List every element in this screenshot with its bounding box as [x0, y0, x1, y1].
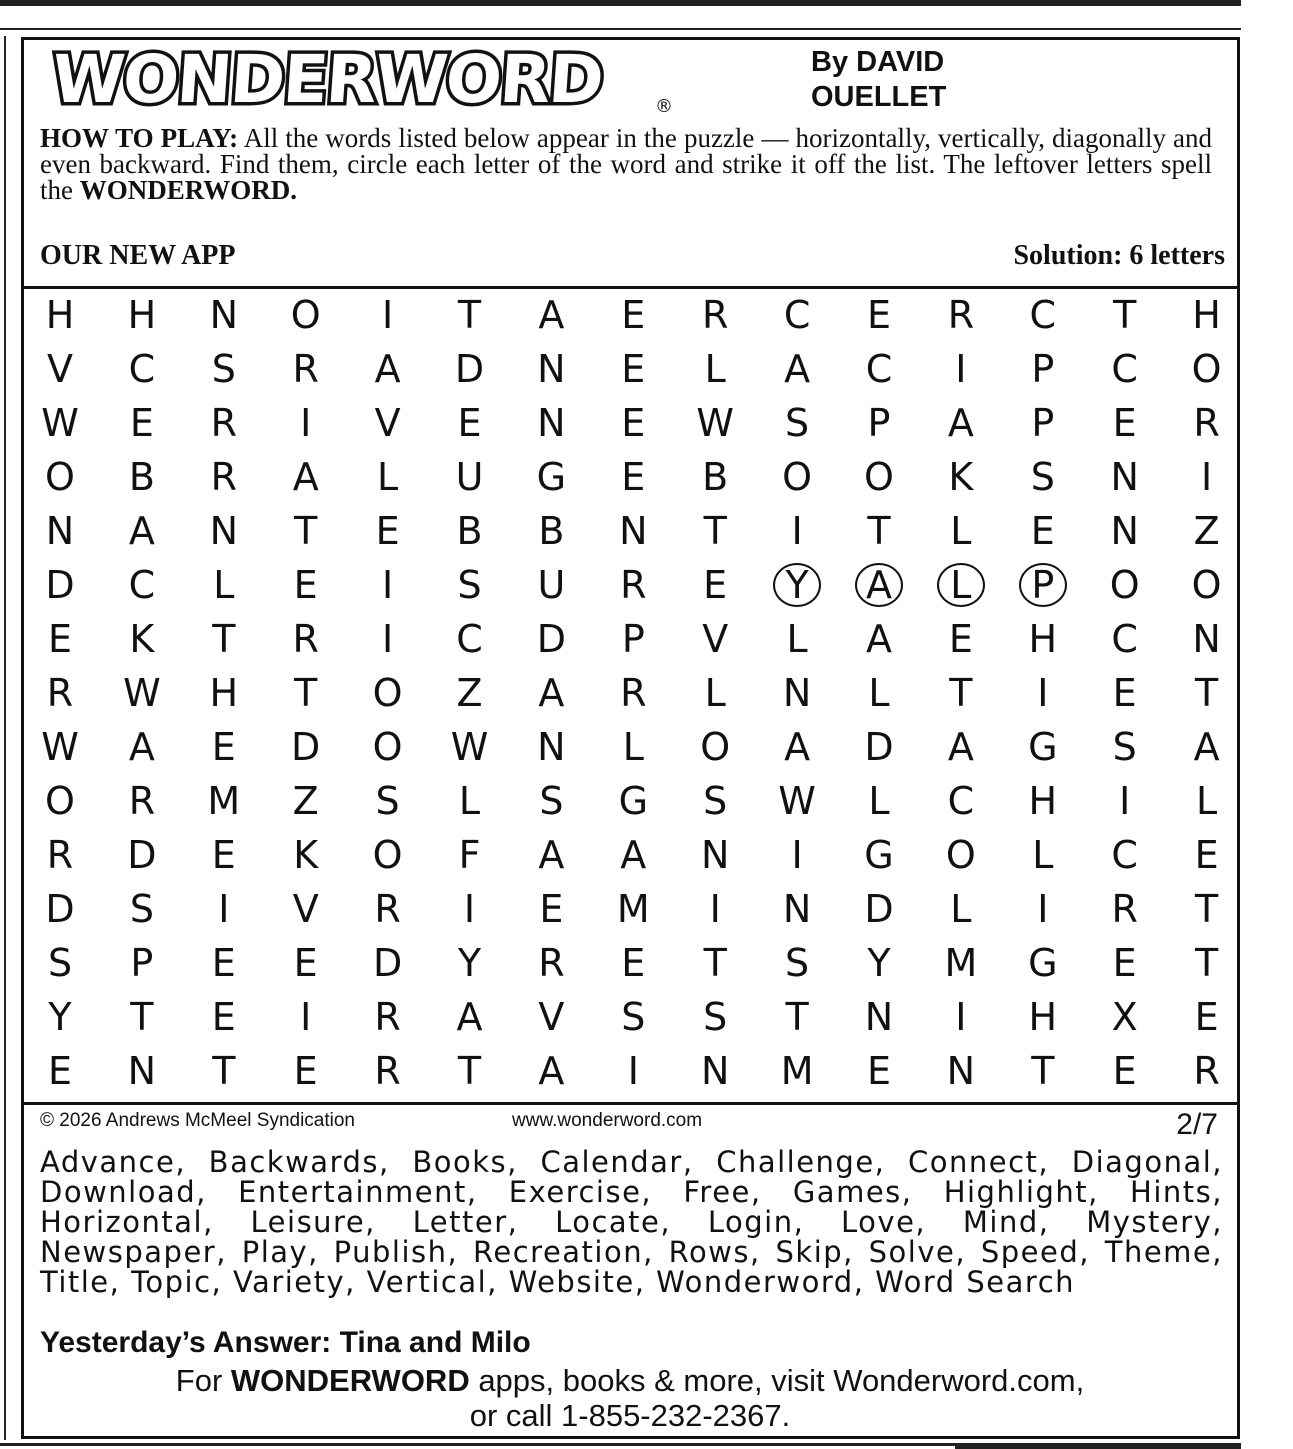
grid-letter[interactable]: Z — [456, 671, 483, 715]
grid-letter[interactable]: C — [128, 563, 156, 607]
grid-letter[interactable]: R — [46, 671, 74, 715]
grid-letter[interactable]: E — [457, 401, 482, 445]
grid-letter[interactable]: A — [784, 347, 811, 391]
grid-letter[interactable]: N — [209, 509, 239, 553]
grid-letter[interactable]: M — [944, 941, 978, 985]
solution-label: Solution: 6 letters — [1013, 240, 1225, 271]
grid-letter[interactable]: H — [209, 671, 239, 715]
grid-row — [20, 558, 1230, 612]
grid-letter[interactable]: R — [128, 779, 156, 823]
grid-row — [20, 396, 1230, 450]
grid-letter[interactable]: V — [702, 617, 729, 661]
grid-letter[interactable]: C — [1111, 347, 1138, 391]
grid-letter[interactable]: E — [1112, 1049, 1137, 1093]
grid-letter[interactable]: Z — [292, 779, 319, 823]
circled-letter: P — [1019, 563, 1067, 607]
grid-letter[interactable]: S — [47, 941, 73, 985]
grid-letter[interactable]: C — [947, 779, 975, 823]
grid-letter[interactable]: I — [955, 347, 967, 391]
grid-letter[interactable]: T — [785, 995, 809, 1039]
svg-text:WONDERWORD: WONDERWORD — [49, 41, 605, 118]
grid-letter[interactable]: L — [1196, 779, 1218, 823]
grid-row — [20, 504, 1230, 558]
grid-letter[interactable]: A — [866, 617, 892, 661]
grid-letter[interactable]: T — [212, 1049, 236, 1093]
grid-letter[interactable]: N — [1192, 617, 1221, 661]
grid-letter[interactable]: R — [46, 833, 74, 877]
grid-letter[interactable]: E — [293, 1049, 318, 1093]
grid-letter[interactable]: Y — [867, 941, 891, 985]
grid-row — [20, 666, 1230, 720]
grid-letter[interactable]: T — [294, 509, 318, 553]
grid-letter[interactable]: P — [867, 401, 891, 445]
grid-letter[interactable]: I — [300, 401, 312, 445]
grid-letter[interactable]: P — [1031, 347, 1055, 391]
grid-letter[interactable]: L — [704, 347, 726, 391]
grid-letter[interactable]: N — [782, 887, 812, 931]
how-to-play-end: WONDERWORD. — [79, 175, 298, 205]
grid-letter[interactable]: O — [945, 833, 976, 877]
puzzle-title: OUR NEW APP — [40, 240, 236, 271]
grid-letter[interactable]: T — [294, 671, 318, 715]
grid-row — [20, 720, 1230, 774]
grid-letter[interactable]: S — [1112, 725, 1137, 769]
grid-letter[interactable]: N — [782, 671, 812, 715]
grid-letter[interactable]: E — [703, 563, 728, 607]
grid-letter[interactable]: C — [1029, 293, 1057, 337]
grid-letter[interactable]: O — [290, 293, 321, 337]
grid-letter[interactable]: H — [45, 293, 75, 337]
grid-letter[interactable]: W — [450, 725, 489, 769]
grid-letter[interactable] — [757, 558, 837, 612]
grid-letter[interactable]: E — [1030, 509, 1055, 553]
grid-letter[interactable]: H — [1028, 617, 1058, 661]
grid-letter[interactable]: O — [700, 725, 731, 769]
grid-letter[interactable]: N — [700, 1049, 730, 1093]
grid-letter[interactable]: E — [1194, 833, 1219, 877]
grid-letter[interactable]: R — [292, 617, 319, 661]
grid-letter[interactable]: R — [374, 1049, 401, 1093]
grid-letter[interactable]: S — [457, 563, 482, 607]
grid-letter[interactable]: E — [1112, 401, 1137, 445]
grid-letter[interactable]: R — [374, 995, 401, 1039]
grid-letter[interactable]: L — [950, 509, 972, 553]
copyright: © 2026 Andrews McMeel Syndication — [40, 1110, 355, 1131]
grid-letter[interactable]: G — [1028, 941, 1058, 985]
grid-letter[interactable]: F — [458, 833, 481, 877]
grid-letter[interactable]: L — [458, 779, 481, 823]
grid-bottom-rule — [24, 1102, 1237, 1105]
grid-letter[interactable]: P — [621, 617, 645, 661]
grid-letter[interactable]: E — [375, 509, 400, 553]
grid-letter[interactable]: A — [128, 509, 155, 553]
letter-grid — [20, 288, 1230, 1098]
grid-letter[interactable]: T — [1031, 1049, 1055, 1093]
grid-letter[interactable]: V — [374, 401, 401, 445]
grid-letter[interactable]: M — [207, 779, 241, 823]
grid-row — [20, 774, 1230, 828]
grid-letter[interactable]: E — [211, 941, 236, 985]
grid-letter[interactable]: D — [127, 833, 157, 877]
grid-letter[interactable]: B — [702, 455, 729, 499]
grid-letter[interactable]: O — [1109, 563, 1140, 607]
grid-letter[interactable]: P — [1031, 401, 1055, 445]
grid-letter[interactable]: V — [292, 887, 319, 931]
grid-letter[interactable]: U — [537, 563, 566, 607]
grid-letter[interactable]: W — [41, 725, 79, 769]
grid-letter[interactable]: E — [866, 1049, 891, 1093]
grid-letter[interactable]: L — [377, 455, 399, 499]
grid-letter[interactable]: A — [374, 347, 401, 391]
grid-letter[interactable]: D — [454, 347, 485, 391]
grid-letter[interactable]: N — [537, 347, 566, 391]
svg-text:®: ® — [655, 96, 673, 117]
grid-letter[interactable]: E — [1112, 671, 1137, 715]
grid-letter[interactable]: E — [621, 941, 646, 985]
how-to-play-lead: HOW TO PLAY: — [40, 123, 239, 153]
grid-letter[interactable]: T — [457, 293, 482, 337]
top-rule-thin — [0, 28, 1241, 30]
grid-letter[interactable]: L — [950, 887, 972, 931]
grid-letter[interactable]: P — [130, 941, 154, 985]
grid-letter[interactable]: S — [539, 779, 564, 823]
grid-letter[interactable]: D — [536, 617, 567, 661]
circled-letter: Y — [773, 563, 821, 607]
grid-letter[interactable]: O — [1191, 347, 1222, 391]
grid-letter[interactable]: L — [1032, 833, 1054, 877]
grid-letter[interactable]: T — [703, 941, 727, 985]
grid-letter[interactable]: I — [463, 887, 476, 931]
grid-row — [20, 936, 1230, 990]
grid-letter[interactable]: R — [292, 347, 319, 391]
grid-letter[interactable]: G — [1028, 725, 1058, 769]
grid-letter[interactable]: T — [867, 509, 891, 553]
grid-letter[interactable]: C — [456, 617, 483, 661]
grid-letter[interactable]: L — [213, 563, 235, 607]
grid-letter[interactable]: G — [536, 455, 567, 499]
grid-letter[interactable]: L — [622, 725, 644, 769]
grid-letter[interactable]: A — [456, 995, 483, 1039]
grid-letter[interactable] — [921, 558, 1001, 612]
grid-letter[interactable]: E — [621, 455, 646, 499]
grid-letter[interactable]: C — [783, 293, 811, 337]
grid-letter[interactable]: G — [864, 833, 894, 877]
grid-letter[interactable]: H — [1028, 995, 1058, 1039]
grid-letter[interactable]: E — [539, 887, 564, 931]
grid-letter[interactable]: Z — [1193, 509, 1220, 553]
grid-letter[interactable]: R — [1193, 1049, 1220, 1093]
grid-letter[interactable]: N — [127, 1049, 157, 1093]
grid-letter[interactable]: E — [293, 941, 318, 985]
grid-letter[interactable]: A — [1193, 725, 1220, 769]
grid-letter[interactable]: S — [211, 347, 236, 391]
grid-letter[interactable]: E — [211, 995, 236, 1039]
how-to-play — [40, 125, 1212, 203]
grid-letter[interactable]: Y — [48, 995, 72, 1039]
grid-letter[interactable]: I — [300, 995, 312, 1039]
grid-letter[interactable]: R — [1111, 887, 1138, 931]
grid-letter[interactable]: W — [696, 401, 734, 445]
grid-letter[interactable]: T — [1194, 941, 1219, 985]
grid-letter[interactable]: E — [129, 401, 154, 445]
grid-letter[interactable]: T — [949, 671, 973, 715]
grid-letter[interactable]: N — [1110, 509, 1139, 553]
grid-letter[interactable]: E — [948, 617, 973, 661]
grid-letter[interactable]: S — [621, 995, 646, 1039]
grid-letter[interactable]: I — [381, 563, 394, 607]
grid-letter[interactable]: H — [1192, 293, 1221, 337]
grid-letter[interactable]: W — [41, 401, 79, 445]
grid-letter[interactable]: O — [782, 455, 813, 499]
grid-letter[interactable]: L — [868, 779, 890, 823]
grid-letter[interactable]: C — [128, 347, 156, 391]
grid-letter[interactable]: O — [864, 455, 894, 499]
grid-letter[interactable]: D — [864, 725, 894, 769]
grid-letter[interactable]: K — [129, 617, 155, 661]
grid-letter[interactable]: N — [864, 995, 894, 1039]
grid-letter[interactable]: A — [784, 725, 811, 769]
grid-letter[interactable]: R — [701, 293, 729, 337]
puzzle-date: 2/7 — [1176, 1108, 1218, 1141]
grid-letter[interactable]: H — [1028, 779, 1058, 823]
grid-letter[interactable]: I — [381, 293, 394, 337]
grid-letter[interactable]: O — [45, 779, 75, 823]
promo-rest: apps, books & more, visit Wonderword.com, — [469, 1363, 1085, 1398]
grid-letter[interactable]: I — [381, 617, 394, 661]
grid-letter[interactable]: R — [620, 563, 647, 607]
grid-letter[interactable]: H — [127, 293, 157, 337]
grid-row — [20, 288, 1230, 342]
promo-for: For — [175, 1363, 231, 1398]
grid-row — [20, 990, 1230, 1044]
promo-line-1 — [0, 1363, 1260, 1399]
grid-letter[interactable]: B — [456, 509, 483, 553]
grid-letter[interactable]: E — [621, 293, 646, 337]
grid-letter[interactable]: C — [1111, 833, 1138, 877]
grid-letter[interactable]: C — [1111, 617, 1138, 661]
byline-line-1: By DAVID — [811, 46, 945, 78]
word-list: Advance, Backwards, Books, Calendar, Challenge, Connect, Diagonal, Download, Entertainment, Exercise, Free, Games, Highlight, Hints, Horizontal, Leisure, Letter, Locate, Login, Love, Mind, Mystery, Newspaper, Play, Publish, Recreation, Rows, Skip, Solve, Speed, Theme, Title, Topic, Variety, Vertical, Website, Wonderword, Word Search — [40, 1145, 1223, 1299]
grid-letter[interactable]: I — [627, 1049, 639, 1093]
top-rule — [0, 0, 1241, 6]
wonderword-logo — [35, 40, 685, 120]
grid-letter[interactable]: U — [455, 455, 484, 499]
grid-letter[interactable]: A — [947, 725, 974, 769]
grid-letter[interactable]: R — [620, 671, 647, 715]
grid-letter[interactable]: I — [1119, 779, 1131, 823]
grid-letter[interactable]: Y — [457, 941, 482, 985]
grid-letter[interactable]: E — [1112, 941, 1137, 985]
grid-letter[interactable]: W — [123, 671, 161, 715]
grid-letter[interactable]: E — [866, 293, 891, 337]
grid-letter[interactable]: V — [538, 995, 565, 1039]
grid-letter[interactable]: O — [45, 455, 75, 499]
grid-letter[interactable]: N — [619, 509, 648, 553]
byline-line-2: OUELLET — [811, 81, 947, 113]
yesterday-answer: Yesterday’s Answer: Tina and Milo — [40, 1326, 531, 1359]
grid-letter[interactable] — [839, 558, 919, 612]
grid-letter[interactable]: E — [211, 833, 236, 877]
grid-letter[interactable]: D — [372, 941, 403, 985]
grid-letter[interactable]: I — [791, 509, 803, 553]
grid-letter[interactable]: R — [1193, 401, 1220, 445]
grid-row — [20, 882, 1230, 936]
grid-letter[interactable]: L — [704, 671, 726, 715]
grid-letter[interactable]: I — [709, 887, 721, 931]
grid-row — [20, 1044, 1230, 1098]
grid-letter[interactable]: S — [785, 941, 810, 985]
grid-letter[interactable]: O — [372, 671, 403, 715]
grid-letter[interactable]: A — [538, 671, 565, 715]
grid-letter[interactable]: A — [538, 1049, 565, 1093]
grid-letter[interactable]: T — [1194, 887, 1219, 931]
how-to-play-body: All the words listed below appear in the puzzle — horizontally, vertically, diagonally and even backward. Find them, circle each letter of the word and strike it off the list. The leftover letters spell the — [40, 123, 1212, 205]
grid-letter[interactable]: I — [955, 995, 967, 1039]
grid-letter[interactable]: W — [778, 779, 816, 823]
grid-letter[interactable]: D — [45, 887, 75, 931]
grid-letter[interactable]: N — [537, 725, 566, 769]
grid-letter[interactable]: L — [786, 617, 808, 661]
grid-letter[interactable] — [1003, 558, 1083, 612]
promo-line-2: or call 1-855-232-2367. — [469, 1398, 791, 1433]
grid-row — [20, 612, 1230, 666]
grid-letter[interactable]: O — [372, 833, 403, 877]
grid-letter[interactable]: L — [868, 671, 890, 715]
circled-letter: L — [937, 563, 985, 607]
grid-letter[interactable]: D — [864, 887, 894, 931]
grid-letter[interactable]: A — [292, 455, 319, 499]
left-column-rule — [4, 36, 6, 1440]
grid-letter[interactable]: B — [128, 455, 155, 499]
grid-letter[interactable]: E — [621, 401, 646, 445]
grid-letter[interactable]: N — [209, 293, 239, 337]
grid-letter[interactable]: N — [45, 509, 75, 553]
grid-letter[interactable]: O — [372, 725, 403, 769]
grid-letter[interactable]: N — [537, 401, 566, 445]
grid-letter[interactable]: T — [1113, 293, 1137, 337]
grid-letter[interactable]: M — [780, 1049, 814, 1093]
website-link[interactable]: www.wonderword.com — [512, 1110, 703, 1131]
grid-letter[interactable]: E — [211, 725, 236, 769]
grid-row — [20, 450, 1230, 504]
byline — [811, 45, 946, 115]
grid-letter[interactable]: S — [375, 779, 400, 823]
grid-letter[interactable]: D — [291, 725, 321, 769]
promo-brand: WONDERWORD — [230, 1363, 470, 1398]
grid-letter[interactable]: I — [218, 887, 230, 931]
grid-letter[interactable]: K — [948, 455, 974, 499]
grid-letter[interactable]: E — [47, 1049, 72, 1093]
grid-letter[interactable]: R — [947, 293, 975, 337]
grid-letter[interactable]: T — [212, 617, 236, 661]
grid-letter[interactable]: I — [791, 833, 803, 877]
grid-letter[interactable]: M — [616, 887, 650, 931]
grid-letter[interactable]: B — [538, 509, 565, 553]
grid-letter[interactable]: A — [128, 725, 155, 769]
grid-letter[interactable]: N — [946, 1049, 976, 1093]
grid-letter[interactable]: K — [293, 833, 319, 877]
grid-letter[interactable]: R — [210, 455, 237, 499]
grid-row — [20, 828, 1230, 882]
grid-letter[interactable]: T — [1194, 671, 1219, 715]
grid-letter[interactable]: R — [210, 401, 237, 445]
grid-letter[interactable]: N — [1110, 455, 1139, 499]
grid-letter[interactable]: T — [457, 1049, 482, 1093]
grid-letter[interactable]: A — [538, 833, 565, 877]
grid-letter[interactable]: E — [293, 563, 318, 607]
grid-row — [20, 342, 1230, 396]
grid-letter[interactable]: A — [538, 293, 565, 337]
grid-letter[interactable]: X — [1111, 995, 1138, 1039]
grid-letter[interactable]: A — [947, 401, 974, 445]
grid-letter[interactable]: R — [374, 887, 401, 931]
grid-letter[interactable]: E — [621, 347, 646, 391]
grid-letter[interactable]: I — [1200, 455, 1213, 499]
grid-letter[interactable]: S — [703, 779, 728, 823]
grid-letter[interactable]: I — [1037, 887, 1049, 931]
grid-letter[interactable]: D — [45, 563, 75, 607]
grid-letter[interactable]: S — [703, 995, 728, 1039]
grid-letter[interactable]: G — [618, 779, 649, 823]
grid-letter[interactable]: S — [129, 887, 154, 931]
grid-letter[interactable]: C — [865, 347, 893, 391]
grid-letter[interactable]: R — [538, 941, 565, 985]
circled-letter: A — [855, 563, 903, 607]
grid-letter[interactable]: A — [620, 833, 647, 877]
grid-letter[interactable]: V — [47, 347, 73, 391]
grid-letter[interactable]: S — [1030, 455, 1055, 499]
grid-letter[interactable]: T — [703, 509, 727, 553]
grid-letter[interactable]: N — [700, 833, 730, 877]
grid-letter[interactable]: O — [1191, 563, 1222, 607]
grid-letter[interactable]: S — [785, 401, 810, 445]
grid-letter[interactable]: T — [130, 995, 154, 1039]
grid-letter[interactable]: I — [1037, 671, 1049, 715]
grid-letter[interactable]: E — [1194, 995, 1219, 1039]
grid-letter[interactable]: E — [47, 617, 72, 661]
